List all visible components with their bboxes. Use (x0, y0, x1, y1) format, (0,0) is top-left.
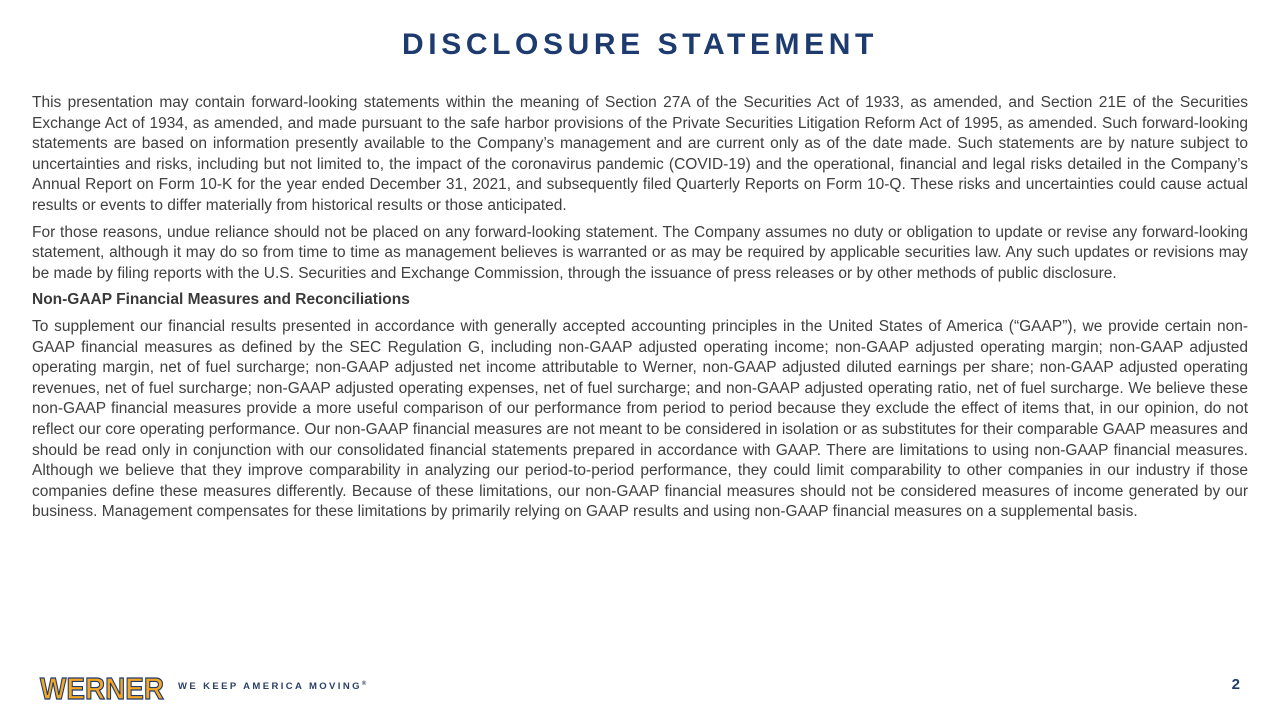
disclosure-body (32, 93, 1248, 529)
non-gaap-paragraph: To supplement our financial results presented in accordance with generally accepted accounting principles in the United States of America (“GAAP”), we provide certain non-GAAP financial measures as defined by the SEC Regulation G, including non-GAAP adjusted operating income; non-GAAP adjusted operating margin; non-GAAP adjusted operating margin, net of fuel surcharge; non-GAAP adjusted net income attributable to Werner, non-GAAP adjusted diluted earnings per share; non-GAAP adjusted operating revenues, net of fuel surcharge; non-GAAP adjusted operating expenses, net of fuel surcharge; and non-GAAP adjusted operating ratio, net of fuel surcharge. We believe these non-GAAP financial measures provide a more useful comparison of our performance from period to period because they exclude the effect of items that, in our opinion, do not reflect our core operating performance. Our non-GAAP financial measures are not meant to be considered in isolation or as substitutes for their comparable GAAP measures and should be read only in conjunction with our consolidated financial statements prepared in accordance with GAAP. There are limitations to using non-GAAP financial measures. Although we believe that they improve comparability in analyzing our period-to-period performance, they could limit comparability to other companies in our industry if those companies define these measures differently. Because of these limitations, our non-GAAP financial measures should not be considered measures of income generated by our business. Management compensates for these limitations by primarily relying on GAAP results and using non-GAAP financial measures on a supplemental basis. (32, 317, 1248, 521)
tagline-text: WE KEEP AMERICA MOVING (178, 681, 362, 693)
page-number: 2 (1231, 676, 1240, 693)
werner-logo-text: WERNER (40, 671, 164, 706)
undue-reliance-paragraph: For those reasons, undue reliance should not be placed on any forward-looking statement. The Company assumes no duty or obligation to update or revise any forward-looking statement, although it may do so from time to time as management believes is warranted or as may be required by applicable securities law. Any such updates or revisions may be made by filing reports with the U.S. Securities and Exchange Commission, through the issuance of press releases or by other methods of public disclosure. (32, 223, 1248, 282)
registered-mark: ® (361, 681, 367, 687)
slide-title: DISCLOSURE STATEMENT (402, 28, 878, 61)
forward-looking-paragraph: This presentation may contain forward-looking statements within the meaning of Section 27A of the Securities Act of 1933, as amended, and Section 21E of the Securities Exchange Act of 1934, as amended, and made pursuant to the safe harbor provisions of the Private Securities Litigation Reform Act of 1995, as amended. Such forward-looking statements are based on information presently available to the Company’s management and are current only as of the date made. Such statements are by nature subject to uncertainties and risks, including but not limited to, the impact of the coronavirus pandemic (COVID-19) and the operational, financial and legal risks detailed in the Company’s Annual Report on Form 10-K for the year ended December 31, 2021, and subsequently filed Quarterly Reports on Form 10-Q. These risks and uncertainties could cause actual results or events to differ materially from historical results or those anticipated. (32, 94, 1248, 214)
non-gaap-heading: Non-GAAP Financial Measures and Reconciliations (32, 291, 410, 309)
werner-logo (38, 670, 168, 706)
tagline (178, 681, 366, 692)
